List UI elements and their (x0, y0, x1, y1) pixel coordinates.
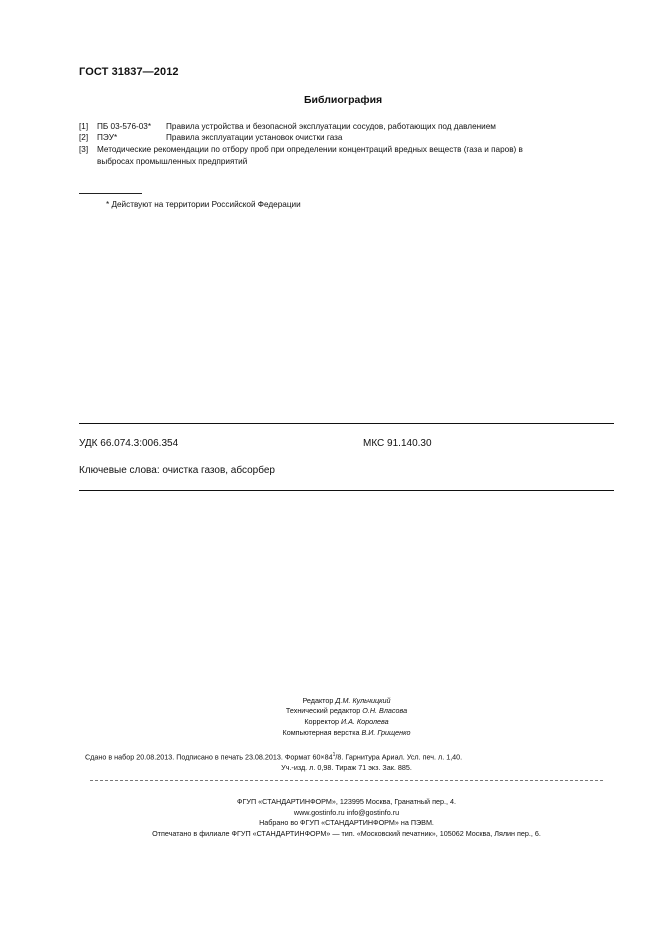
divider-top (79, 423, 614, 424)
document-code: ГОСТ 31837—2012 (79, 66, 179, 78)
bibliography-item-2 (79, 132, 614, 144)
credit-person: И.А. Королева (340, 717, 389, 726)
format-fraction-num: 1 (332, 752, 336, 758)
keywords: Ключевые слова: очистка газов, абсорбер (79, 465, 275, 476)
credit-layout (79, 728, 614, 737)
credit-corrector (79, 717, 614, 726)
bibliography-title: Библиография (304, 94, 383, 106)
ref-code: ПЭУ* (97, 133, 118, 142)
credit-tech-editor (79, 706, 614, 715)
ref-title-line-2: выбросах промышленных предприятий (97, 156, 248, 166)
credit-label: Технический редактор (285, 706, 361, 715)
credit-label: Редактор (302, 696, 334, 705)
footnote: * Действуют на территории Российской Федерации (106, 200, 301, 209)
ref-number: [1] (79, 122, 89, 131)
credit-editor (79, 696, 614, 705)
credit-label: Корректор (304, 717, 339, 726)
footnote-rule (79, 193, 142, 194)
format-fraction-den: /8 (335, 752, 342, 762)
publisher-line-4: Отпечатано в филиале ФГУП «СТАНДАРТИНФОРМ» — тип. «Московский печатник», 105062 Москва, Лялин пер., 6. (152, 829, 541, 838)
publication-info-line2: Уч.-изд. л. 0,98. Тираж 71 экз. Зак. 885. (281, 763, 412, 772)
divider-bottom (79, 490, 614, 491)
ref-title: Правила эксплуатации установок очистки газа (166, 133, 343, 142)
ref-number: [2] (79, 133, 89, 142)
ref-title-line-1: Методические рекомендации по отбору проб при определении концентраций вредных веществ (газа и паров) в (97, 145, 523, 154)
publisher-line-2: www.gostinfo.ru info@gostinfo.ru (293, 808, 400, 817)
publisher-line-1: ФГУП «СТАНДАРТИНФОРМ», 123995 Москва, Гранатный пер., 4. (237, 797, 456, 806)
bibliography-item-3 (79, 144, 619, 168)
publication-info-line1: Сдано в набор 20.08.2013. Подписано в печать 23.08.2013. Формат 60×84 (85, 752, 333, 762)
publisher-line-3: Набрано во ФГУП «СТАНДАРТИНФОРМ» на ПЭВМ. (259, 818, 434, 827)
dashed-divider (90, 780, 603, 781)
publication-info-line1-end: . Гарнитура Ариал. Усл. печ. л. 1,40. (341, 752, 463, 762)
ref-number: [3] (79, 145, 89, 154)
ref-title: Правила устройства и безопасной эксплуатации сосудов, работающих под давлением (166, 122, 496, 131)
udk-code: УДК 66.074.3:006.354 (79, 438, 179, 449)
credit-label: Компьютерная верстка (282, 728, 360, 737)
mks-code: МКС 91.140.30 (363, 438, 432, 449)
publication-info (85, 752, 620, 761)
credit-person: В.И. Грищенко (361, 728, 411, 737)
credit-person: Д.М. Кульчицкий (335, 696, 391, 705)
ref-code: ПБ 03-576-03* (97, 122, 152, 131)
credit-person: О.Н. Власова (362, 706, 408, 715)
